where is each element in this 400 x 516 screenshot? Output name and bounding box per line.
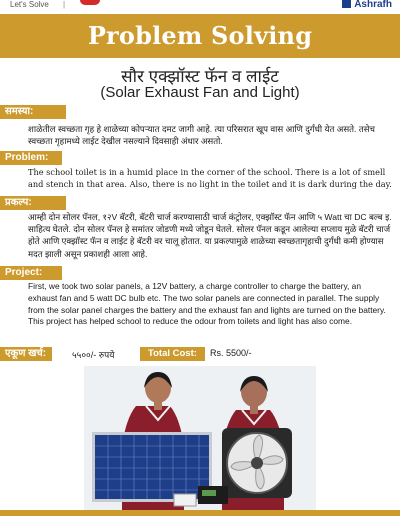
problem-text-mr: शाळेतील स्वच्छता गृह हे शाळेच्या कोपऱ्यात दमट जागी आहे. त्या परिसरात खूप वास आणि दुर्गंधी येत असते. तसेच स्वच्छता गृहामध्ये लाईट देखील नसल्याने दिवसाही अंधार असतो. xyxy=(28,124,375,147)
header-tagline: Let's Solve xyxy=(10,0,49,9)
partner-logo xyxy=(80,0,100,5)
total-cost-value-mr: ५५००/- रुपये xyxy=(72,350,115,360)
project-text-en: First, we took two solar panels, a 12V battery, a charge controller to charge the battery, an exhaust fan and 5 watt DC bulb etc. The two solar panels are connected in parallel. The supply from the solar panel charges the battery and the exhaust fan and lights are turned on the battery. This project has helped school to reduce the odour from toilets and light has also come. xyxy=(28,281,386,327)
section-label-problem-mr: समस्या: xyxy=(0,105,66,119)
cost-row xyxy=(0,346,400,362)
project-title-english: (Solar Exhaust Fan and Light) xyxy=(100,84,300,101)
project-photo xyxy=(84,366,316,510)
header-separator: | xyxy=(63,0,66,9)
total-cost-label-mr: एकूण खर्च: xyxy=(0,347,52,361)
bottom-accent-bar xyxy=(0,510,400,516)
brand-logo xyxy=(342,0,392,10)
problem-text-en: The school toilet is in a humid place in the corner of the school. There is a lot of smell and stench in that area. Also, there is no light in the toilet and it is dark during the day. xyxy=(28,167,392,189)
brand-name: Ashrafh xyxy=(354,0,392,10)
title-banner xyxy=(0,14,400,58)
total-cost-label-en: Total Cost: xyxy=(140,347,205,361)
top-header xyxy=(0,0,400,13)
solar-panel xyxy=(92,432,212,502)
project-title-marathi: सौर एक्झॉस्ट फॅन व लाईट xyxy=(121,67,279,86)
section-label-project-en: Project: xyxy=(0,266,62,280)
exhaust-fan xyxy=(222,428,292,498)
brand-mark-icon xyxy=(342,0,351,8)
section-label-problem-en: Problem: xyxy=(0,151,62,165)
project-photo-illustration xyxy=(84,366,316,510)
project-text-mr: आम्ही दोन सोलर पॅनल, १२V बॅटरी, बॅटरी चार्ज करण्यासाठी चार्ज कंट्रोलर, एक्झॉस्ट फॅन आणि ५ Watt चा DC बल्ब इ. साहित्य घेतले. दोन सोलर पॅनल हे समांतर जोडणी मध्ये जोडून घेतले. सोलर पॅनल कडून आलेल्या सप्लाय मुळे बॅटरी चार्ज होते आणि एक्झॉस्ट फॅन व लाईट हे बॅटरी वर चालू होतात. या प्रकल्पामुळे शाळेच्या स्वच्छतागृहाची दुर्गंधी कमी होण्यास मदत झाली असून प्रकाशही आला आहे. xyxy=(28,212,392,259)
total-cost-value-en: Rs. 5500/- xyxy=(210,348,252,358)
section-label-project-mr: प्रकल्प: xyxy=(0,196,66,210)
page-title: Problem Solving xyxy=(87,21,313,50)
